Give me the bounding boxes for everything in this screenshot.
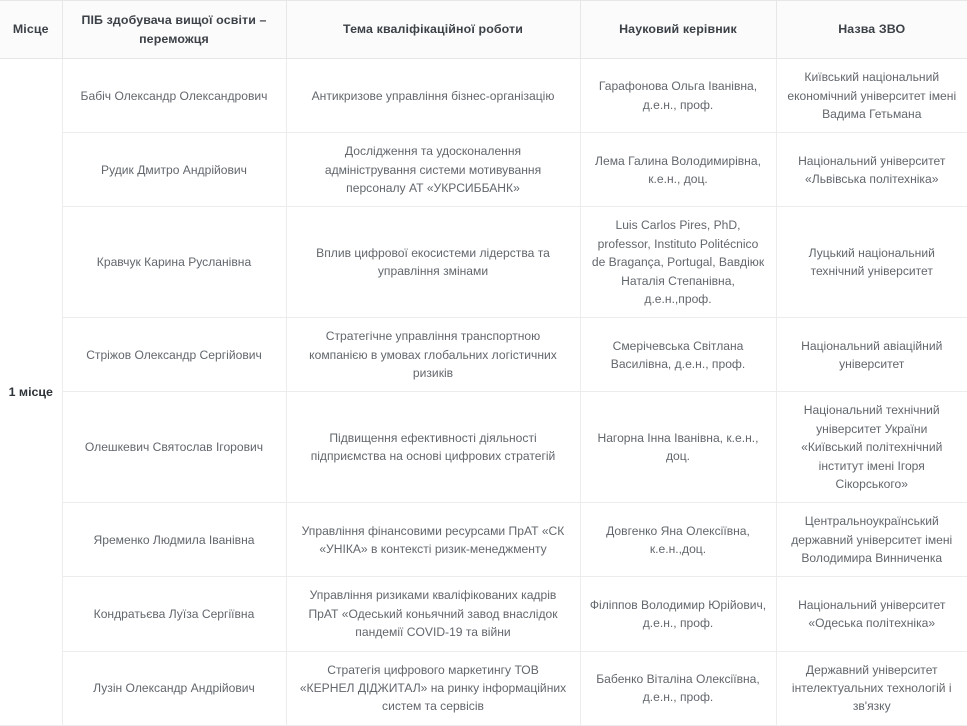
cell-university: Київський національний економічний університет імені Вадима Гетьмана bbox=[776, 59, 967, 133]
cell-name: Стріжов Олександр Сергійович bbox=[62, 318, 286, 392]
column-header-theme: Тема кваліфікаційної роботи bbox=[286, 1, 580, 59]
table-row bbox=[0, 392, 967, 503]
cell-supervisor: Філіппов Володимир Юрійович, д.е.н., проф. bbox=[580, 577, 776, 651]
cell-supervisor: Luis Carlos Pires, PhD, professor, Instituto Politécnico de Bragança, Portugal, Вавдіюк Наталія Степанівна, д.е.н.,проф. bbox=[580, 207, 776, 318]
cell-supervisor: Лема Галина Володимирівна, к.е.н., доц. bbox=[580, 133, 776, 207]
cell-university: Національний університет «Одеська політехніка» bbox=[776, 577, 967, 651]
cell-university: Державний університет інтелектуальних технологій і зв'язку bbox=[776, 651, 967, 725]
cell-supervisor: Бабенко Віталіна Олексіївна, д.е.н., проф. bbox=[580, 651, 776, 725]
column-header-name: ПІБ здобувача вищої освіти – переможця bbox=[62, 1, 286, 59]
cell-university: Луцький національний технічний університет bbox=[776, 207, 967, 318]
column-header-university: Назва ЗВО bbox=[776, 1, 967, 59]
cell-name: Кондратьєва Луїза Сергіївна bbox=[62, 577, 286, 651]
table-row bbox=[0, 318, 967, 392]
cell-name: Рудик Дмитро Андрійович bbox=[62, 133, 286, 207]
cell-theme: Антикризове управління бізнес-організацію bbox=[286, 59, 580, 133]
cell-theme: Стратегія цифрового маркетингу ТОВ «КЕРНЕЛ ДІДЖИТАЛ» на ринку інформаційних систем та сервісів bbox=[286, 651, 580, 725]
cell-university: Національний технічний університет України «Київський політехнічний інститут імені Ігоря Сікорського» bbox=[776, 392, 967, 503]
table-row bbox=[0, 133, 967, 207]
table-row bbox=[0, 503, 967, 577]
table-row bbox=[0, 59, 967, 133]
cell-name: Бабіч Олександр Олександрович bbox=[62, 59, 286, 133]
table-header-row bbox=[0, 1, 967, 59]
table-row bbox=[0, 207, 967, 318]
cell-theme: Дослідження та удосконалення адміністрування системи мотивування персоналу АТ «УКРСИББАНК» bbox=[286, 133, 580, 207]
cell-theme: Стратегічне управління транспортною компанією в умовах глобальних логістичних ризиків bbox=[286, 318, 580, 392]
cell-name: Кравчук Карина Русланівна bbox=[62, 207, 286, 318]
cell-university: Національний авіаційний університет bbox=[776, 318, 967, 392]
cell-supervisor: Нагорна Інна Іванівна, к.е.н., доц. bbox=[580, 392, 776, 503]
table-body bbox=[0, 59, 967, 726]
table-row bbox=[0, 651, 967, 725]
cell-supervisor: Смерічевська Світлана Василівна, д.е.н., проф. bbox=[580, 318, 776, 392]
cell-supervisor: Гарафонова Ольга Іванівна, д.е.н., проф. bbox=[580, 59, 776, 133]
column-header-supervisor: Науковий керівник bbox=[580, 1, 776, 59]
cell-theme: Вплив цифрової екосистеми лідерства та управління змінами bbox=[286, 207, 580, 318]
cell-university: Національний університет «Львівська політехніка» bbox=[776, 133, 967, 207]
cell-university: Центральноукраїнський державний університет імені Володимира Винниченка bbox=[776, 503, 967, 577]
cell-theme: Підвищення ефективності діяльності підприємства на основі цифрових стратегій bbox=[286, 392, 580, 503]
cell-theme: Управління фінансовими ресурсами ПрАТ «СК «УНІКА» в контексті ризик-менеджменту bbox=[286, 503, 580, 577]
cell-supervisor: Довгенко Яна Олексіївна, к.е.н.,доц. bbox=[580, 503, 776, 577]
cell-theme: Управління ризиками кваліфікованих кадрів ПрАТ «Одеський коньячний завод внаслідок пандемії COVID-19 та війни bbox=[286, 577, 580, 651]
column-header-place: Місце bbox=[0, 1, 62, 59]
table-header bbox=[0, 1, 967, 59]
cell-name: Олешкевич Святослав Ігорович bbox=[62, 392, 286, 503]
cell-name: Лузін Олександр Андрійович bbox=[62, 651, 286, 725]
table-row bbox=[0, 577, 967, 651]
cell-name: Яременко Людмила Іванівна bbox=[62, 503, 286, 577]
cell-place-group: 1 місце bbox=[0, 59, 62, 726]
